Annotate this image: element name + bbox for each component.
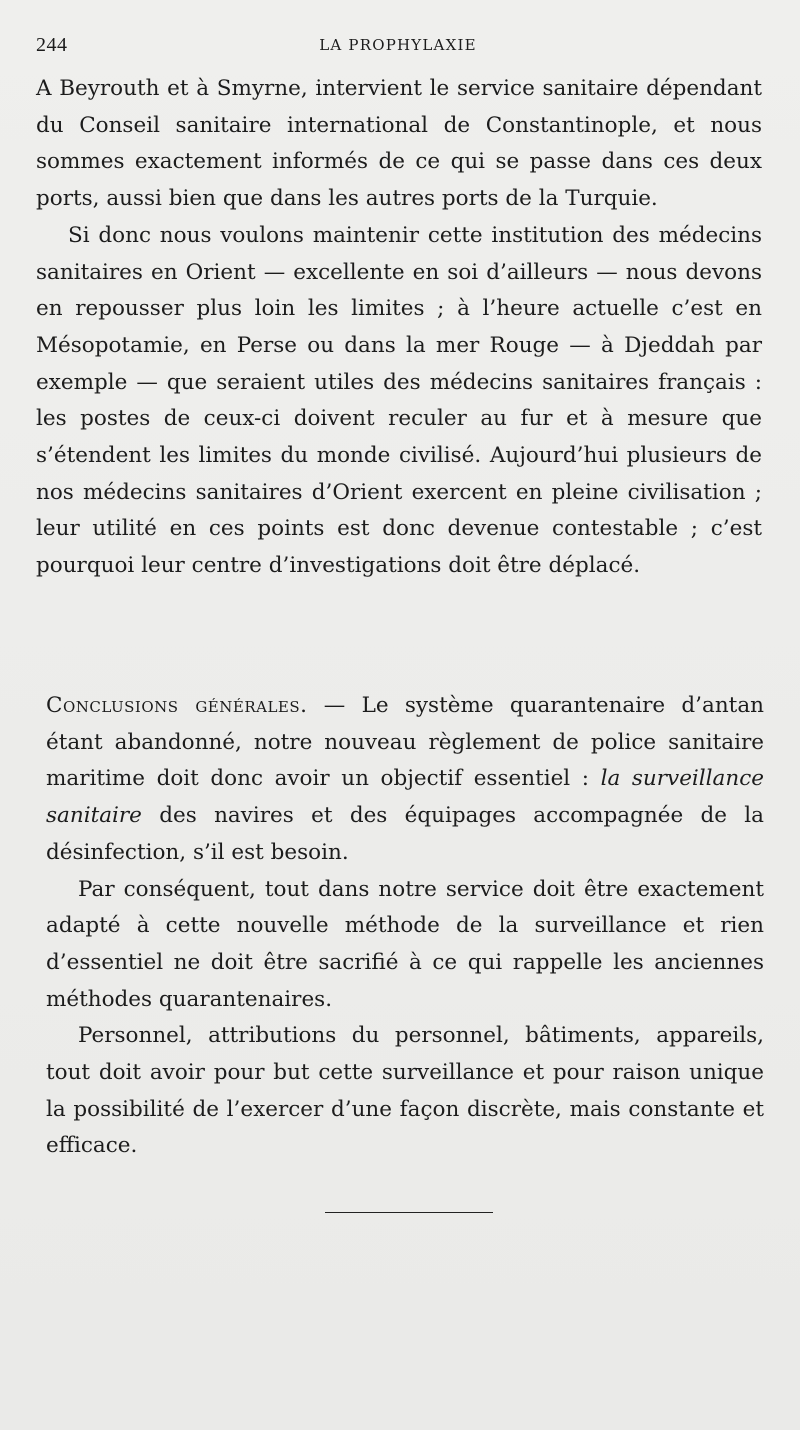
paragraph-personnel: Personnel, attributions du personnel, bâtiments, appareils, tout doit avoir pour but cette surveillance et pour raison unique la possibilité de l’exercer d’une façon discrète, mais constante et efficace.: [46, 1023, 764, 1159]
text-block-1: [36, 71, 762, 585]
conclusions-emphasis: la surveillance sanitaire: [46, 766, 764, 829]
conclusions-text-b: des navires et des équipages accompagnée de la désinfection, s’il est besoin.: [46, 803, 764, 865]
paragraph-medecins-sanitaires: Si donc nous voulons maintenir cette institution des médecins sanitaires en Orient — excellente en soi d’ailleurs — nous devons en repousser plus loin les limites ; à l’heure actuelle c’est en Mésopotamie, en Perse ou dans la mer Rouge — à Djeddah par exemple — que seraient utiles des médecins sanitaires français : les postes de ceux-ci doivent reculer au fur et à mesure que s’étendent les limites du monde civilisé. Aujourd’hui plusieurs de nos médecins sanitaires d’Orient exercent en pleine civilisation ; leur utilité en ces points est donc devenue contestable ; c’est pourquoi leur centre d’investigations doit être déplacé.: [36, 222, 762, 579]
end-rule: [325, 1212, 493, 1213]
text-block-2: [46, 688, 764, 1165]
conclusions-text-a: — Le système quarantenaire d’antan étant abandonné, notre nouveau règlement de police sanitaire maritime doit donc avoir un objectif essentiel :: [46, 693, 764, 792]
section-heading: Conclusions générales.: [46, 693, 308, 718]
page-number: 244: [36, 34, 68, 56]
running-head: [36, 34, 760, 56]
paragraph-par-consequent: Par conséquent, tout dans notre service doit être exactement adapté à cette nouvelle méthode de la surveillance et rien d’essentiel ne doit être sacrifié à ce qui rappelle les anciennes méthodes quarantenaires.: [46, 876, 764, 1012]
paragraph-beyrouth: A Beyrouth et à Smyrne, intervient le service sanitaire dépendant du Conseil sanitaire international de Constantinople, et nous sommes exactement informés de ce qui se passe dans ces deux ports, aussi bien que dans les autres ports de la Turquie.: [36, 76, 762, 212]
running-title: LA PROPHYLAXIE: [319, 36, 477, 54]
paragraph-conclusions: [46, 688, 764, 872]
